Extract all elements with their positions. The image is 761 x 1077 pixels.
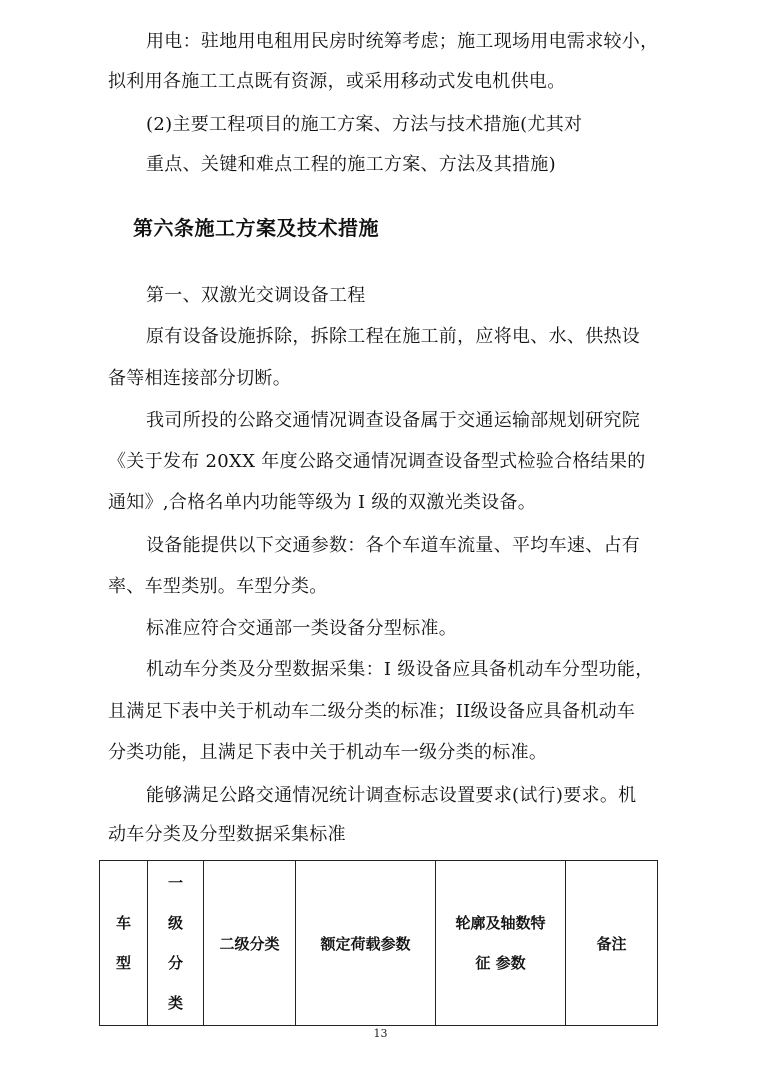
vehicle-classification-table xyxy=(99,860,658,1026)
header-vehicle-type: 车型 xyxy=(100,861,148,1026)
header-contour-axle: 轮廓及轴数特征 参数 xyxy=(436,861,566,1026)
header-level-one-class: 一级分类 xyxy=(148,861,204,1026)
header-remarks: 备注 xyxy=(566,861,658,1026)
body-line: 能够满足公路交通情况统计调查标志设置要求(试行)要求。机 xyxy=(146,785,637,806)
body-line: (2)主要工程项目的施工方案、方法与技术措施(尤其对 xyxy=(146,114,583,135)
body-line: 拟利用各施工工点既有资源，或采用移动式发电机供电。 xyxy=(108,71,566,92)
body-line: 《关于发布 20XX 年度公路交通情况调查设备型式检验合格结果的 xyxy=(108,451,646,472)
body-line: 分类功能，且满足下表中关于机动车一级分类的标准。 xyxy=(108,742,548,763)
body-line: 设备能提供以下交通参数：各个车道车流量、平均车速、占有 xyxy=(146,535,641,556)
header-level-two-class: 二级分类 xyxy=(204,861,296,1026)
body-line: 备等相连接部分切断。 xyxy=(108,368,291,389)
table-header-row xyxy=(100,861,658,1026)
section-heading: 第六条施工方案及技术措施 xyxy=(133,216,379,240)
body-line: 标准应符合交通部一类设备分型标准。 xyxy=(146,618,458,639)
body-line: 动车分类及分型数据采集标准 xyxy=(108,824,346,845)
body-line: 率、车型类别。车型分类。 xyxy=(108,576,328,597)
body-line: 机动车分类及分型数据采集：I 级设备应具备机动车分型功能， xyxy=(146,659,654,680)
body-line: 用电：驻地用电租用民房时统筹考虑；施工现场用电需求较小， xyxy=(146,31,659,52)
body-line: 原有设备设施拆除，拆除工程在施工前，应将电、水、供热设 xyxy=(146,326,641,347)
body-line: 通知》,合格名单内功能等级为 I 级的双激光类设备。 xyxy=(108,492,537,513)
header-rated-load: 额定荷载参数 xyxy=(296,861,436,1026)
body-line: 我司所投的公路交通情况调查设备属于交通运输部规划研究院 xyxy=(146,410,641,431)
page-number: 13 xyxy=(373,1027,388,1040)
body-line: 且满足下表中关于机动车二级分类的标准；II级设备应具备机动车 xyxy=(108,701,636,722)
subsection-title: 第一、双激光交调设备工程 xyxy=(146,285,366,306)
body-line: 重点、关键和难点工程的施工方案、方法及其措施) xyxy=(146,154,556,175)
